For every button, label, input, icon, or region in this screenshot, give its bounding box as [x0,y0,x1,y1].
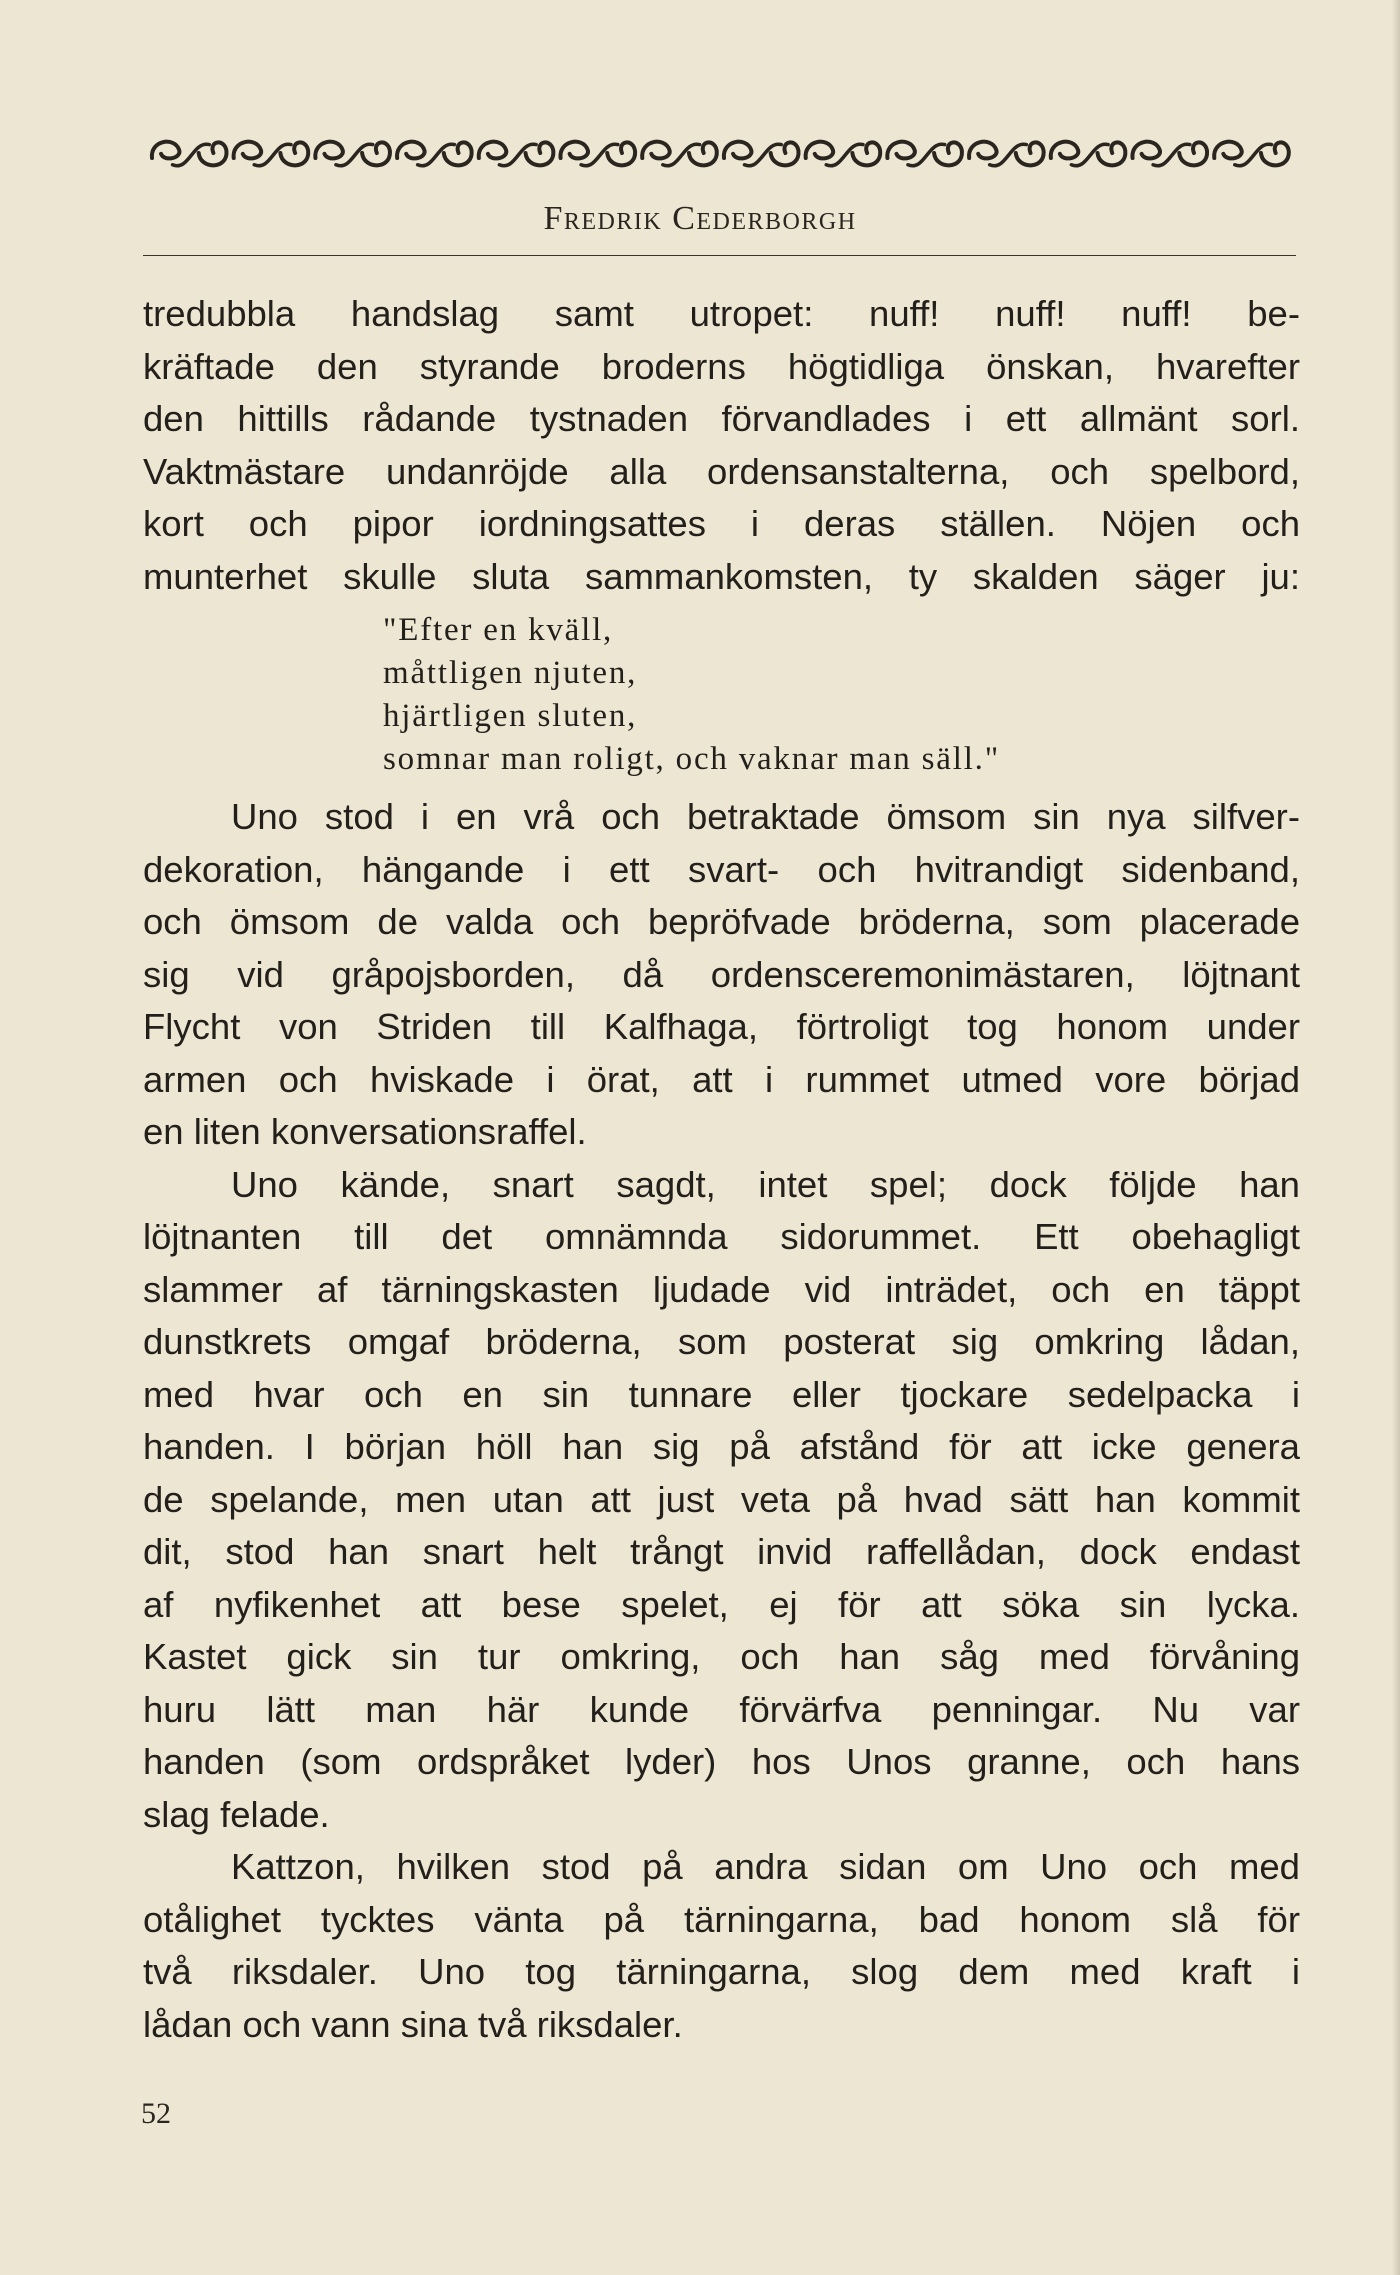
text-line: dit, stod han snart helt trångt invid raffellådan, dock endast [143,1531,1300,1572]
text-line: de spelande, men utan att just veta på hvad sätt han kommit [143,1478,1300,1520]
page-number: 52 [141,2097,171,2130]
text-line: och ömsom de valda och bepröfvade bröderna, som placerade [143,901,1300,942]
ornament-scroll-icon [806,142,881,166]
text-line: kort och pipor iordningsattes i deras ställen. Nöjen och [143,503,1300,544]
text-line: löjtnanten till det omnämnda sidorummet. Ett obehagligt [143,1216,1300,1257]
text-line: otålighet tycktes vänta på tärningarna, bad honom slå för [143,1898,1300,1940]
text-line: lådan och vann sina två riksdaler. [143,2003,683,2045]
text-line: med hvar och en sin tunnare eller tjockare sedelpacka i [143,1373,1300,1415]
paragraph [143,791,1300,1159]
verse-line: somnar man roligt, och vaknar man säll." [383,741,1000,777]
ornament-scroll-icon [1214,142,1289,166]
text-line: Kattzon, hvilken stod på andra sidan om Uno och med [231,1846,1300,1887]
verse-line: hjärtligen sluten, [383,698,638,734]
verse-quote [143,609,1300,781]
ornament-scroll-icon [1132,142,1207,166]
text-line: dunstkrets omgaf bröderna, som posterat sig omkring lådan, [143,1321,1300,1362]
ornament-scroll-icon [397,142,472,166]
text-line: en liten konversationsraffel. [143,1111,587,1152]
ornament-scroll-icon [724,142,799,166]
text-line: handen. I början höll han sig på afstånd för att icke genera [143,1426,1300,1467]
verse-line: "Efter en kväll, [383,612,614,648]
ornament-scroll-icon [887,142,962,166]
text-line: armen och hviskade i örat, att i rummet utmed vore börjad [143,1058,1300,1100]
verse-line: måttligen njuten, [383,655,638,691]
text-line: Kastet gick sin tur omkring, och han såg med förvåning [143,1636,1300,1677]
text-line: handen (som ordspråket lyder) hos Unos granne, och hans [143,1741,1300,1782]
text-line: den hittills rådande tystnaden förvandlades i ett allmänt sorl. [143,398,1300,439]
ornament-scroll-icon [152,142,227,166]
text-line: slammer af tärningskasten ljudade vid inträdet, och en täppt [143,1268,1300,1310]
text-line: slag felade. [143,1793,330,1835]
running-title: Fredrik Cederborgh [543,200,857,237]
text-line: Uno stod i en vrå och betraktade ömsom sin nya silfver- [231,796,1300,837]
text-line: munterhet skulle sluta sammankomsten, ty skalden säger ju: [143,555,1300,597]
text-line: två riksdaler. Uno tog tärningarna, slog dem med kraft i [143,1951,1300,1992]
text-line: sig vid gråpojsborden, då ordensceremonimästaren, löjtnant [143,953,1300,995]
header-rule [143,255,1296,256]
text-line: tredubbla handslag samt utropet: nuff! nuff! nuff! be- [143,293,1300,334]
paragraph [143,288,1300,603]
ornament-scroll-icon [1051,142,1126,166]
body-text [143,288,1300,2051]
text-line: Vaktmästare undanröjde alla ordensanstalterna, och spelbord, [143,450,1300,492]
text-line: Flycht von Striden till Kalfhaga, förtroligt tog honom under [143,1006,1300,1047]
paragraph [143,1841,1300,2051]
text-line: huru lätt man här kunde förvärfva penningar. Nu var [143,1688,1300,1730]
ornament-scroll-icon [315,142,390,166]
text-line: kräftade den styrande broderns högtidliga önskan, hvarefter [143,345,1300,387]
ornament-scroll-icon [969,142,1044,166]
paragraph [143,1159,1300,1842]
ornament-scroll-icon [560,142,635,166]
text-line: Uno kände, snart sagdt, intet spel; dock följde han [231,1163,1300,1205]
page-edge-shadow [1392,0,1400,2275]
ornament-scroll-icon [479,142,554,166]
text-line: dekoration, hängande i ett svart- och hvitrandigt sidenband, [143,848,1300,890]
scroll-wave-ornament-icon [148,132,1292,174]
text-line: af nyfikenhet att bese spelet, ej för att söka sin lycka. [143,1583,1300,1625]
ornament-scroll-icon [234,142,309,166]
ornament-scroll-icon [642,142,717,166]
